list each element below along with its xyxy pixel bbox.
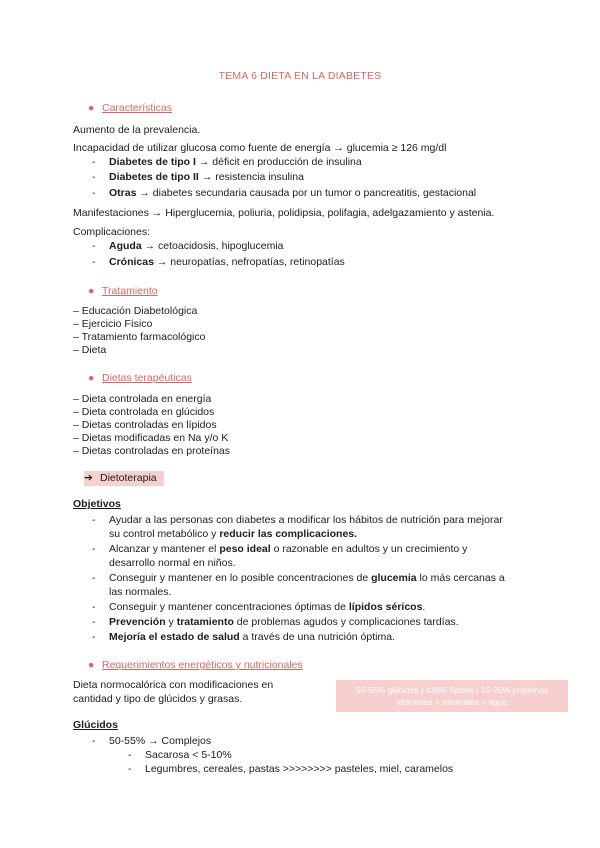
section-label: Tratamiento	[102, 285, 158, 297]
bullet-icon: ●	[88, 372, 95, 384]
paragraph: Incapacidad de utilizar glucosa como fuente de energía → glucemia ≥ 126 mg/dl	[73, 142, 447, 154]
sub-list-item: - Legumbres, cereales, pastas >>>>>>>> pasteles, miel, caramelos	[128, 763, 454, 775]
list-item: - Conseguir y mantener en lo posible concentraciones de glucemia lo más cercanas a	[92, 572, 505, 584]
list-item-continued: las normales.	[109, 586, 172, 598]
list-item: - Crónicas → neuropatías, nefropatías, retinopatías	[92, 256, 345, 268]
sub-list-item: - Sacarosa < 5-10%	[128, 749, 232, 761]
paragraph: Dieta normocalórica con modificaciones en	[73, 679, 274, 691]
list-item-continued: su control metabólico y reducir las complicaciones.	[109, 528, 358, 540]
list-item: – Dietas modificadas en Na y/o K	[73, 432, 229, 444]
section-requerimientos	[88, 659, 303, 671]
list-item: – Tratamiento farmacológico	[73, 331, 206, 343]
box-line: vitaminas + minerales + agua	[396, 697, 508, 707]
list-item: – Dietas controladas en proteínas	[73, 445, 231, 457]
list-item: - Otras → diabetes secundaria causada por un tumor o pancreatitis, gestacional	[92, 187, 477, 199]
section-label: Dietas terapéuticas	[102, 372, 192, 384]
section-label: Características	[102, 102, 173, 114]
macronutrient-summary-box	[336, 680, 568, 712]
list-item: - Conseguir y mantener concentraciones óptimas de lípidos séricos.	[92, 601, 426, 613]
box-line: 50-55% glúcidos | ≤30% lípidos | 15-20% proteínas	[355, 685, 549, 695]
list-item: – Educación Diabetológica	[73, 305, 198, 317]
list-item: – Dieta controlada en glúcidos	[73, 406, 215, 418]
bullet-icon: ●	[88, 285, 95, 297]
paragraph: cantidad y tipo de glúcidos y grasas.	[73, 693, 243, 705]
section-dietas	[88, 372, 192, 384]
list-item: - Diabetes de tipo I → déficit en producción de insulina	[92, 156, 362, 168]
list-item: - Alcanzar y mantener el peso ideal o razonable en adultos y un crecimiento y	[92, 543, 468, 555]
list-item: - 50-55% → Complejos	[92, 735, 212, 747]
bullet-icon: ●	[88, 102, 95, 114]
section-caracteristicas	[88, 102, 172, 114]
list-item: - Prevención y tratamiento de problemas agudos y complicaciones tardías.	[92, 616, 459, 628]
paragraph: Manifestaciones → Hiperglucemia, poliuria, polidipsia, polifagia, adelgazamiento y astenia.	[73, 207, 495, 219]
objetivos-heading: Objetivos	[73, 498, 121, 510]
section-label: Requerimientos energéticos y nutricionales	[102, 659, 303, 671]
page-title: TEMA 6 DIETA EN LA DIABETES	[218, 70, 382, 82]
section-tratamiento	[88, 285, 158, 297]
list-item: - Mejoría el estado de salud a través de una nutrición óptima.	[92, 631, 395, 643]
list-item: – Dieta controlada en energía	[73, 393, 212, 405]
bullet-icon: ●	[88, 659, 95, 671]
paragraph: Complicaciones:	[73, 226, 151, 238]
list-item: - Aguda → cetoacidosis, hipoglucemia	[92, 240, 284, 252]
list-item: – Dieta	[73, 344, 107, 356]
arrow-right-icon: ➔	[84, 472, 93, 484]
list-item: – Dietas controladas en lípidos	[73, 419, 217, 431]
list-item-continued: desarrollo normal en niños.	[109, 557, 236, 569]
list-item: - Ayudar a las personas con diabetes a modificar los hábitos de nutrición para mejorar	[92, 514, 503, 526]
paragraph: Aumento de la prevalencia.	[73, 124, 201, 136]
glucidos-heading: Glúcidos	[73, 719, 118, 731]
list-item: - Diabetes de tipo II → resistencia insulina	[92, 171, 304, 183]
dietoterapia-heading: ➔ Dietoterapia	[84, 471, 164, 486]
list-item: – Ejercicio Físico	[73, 318, 153, 330]
